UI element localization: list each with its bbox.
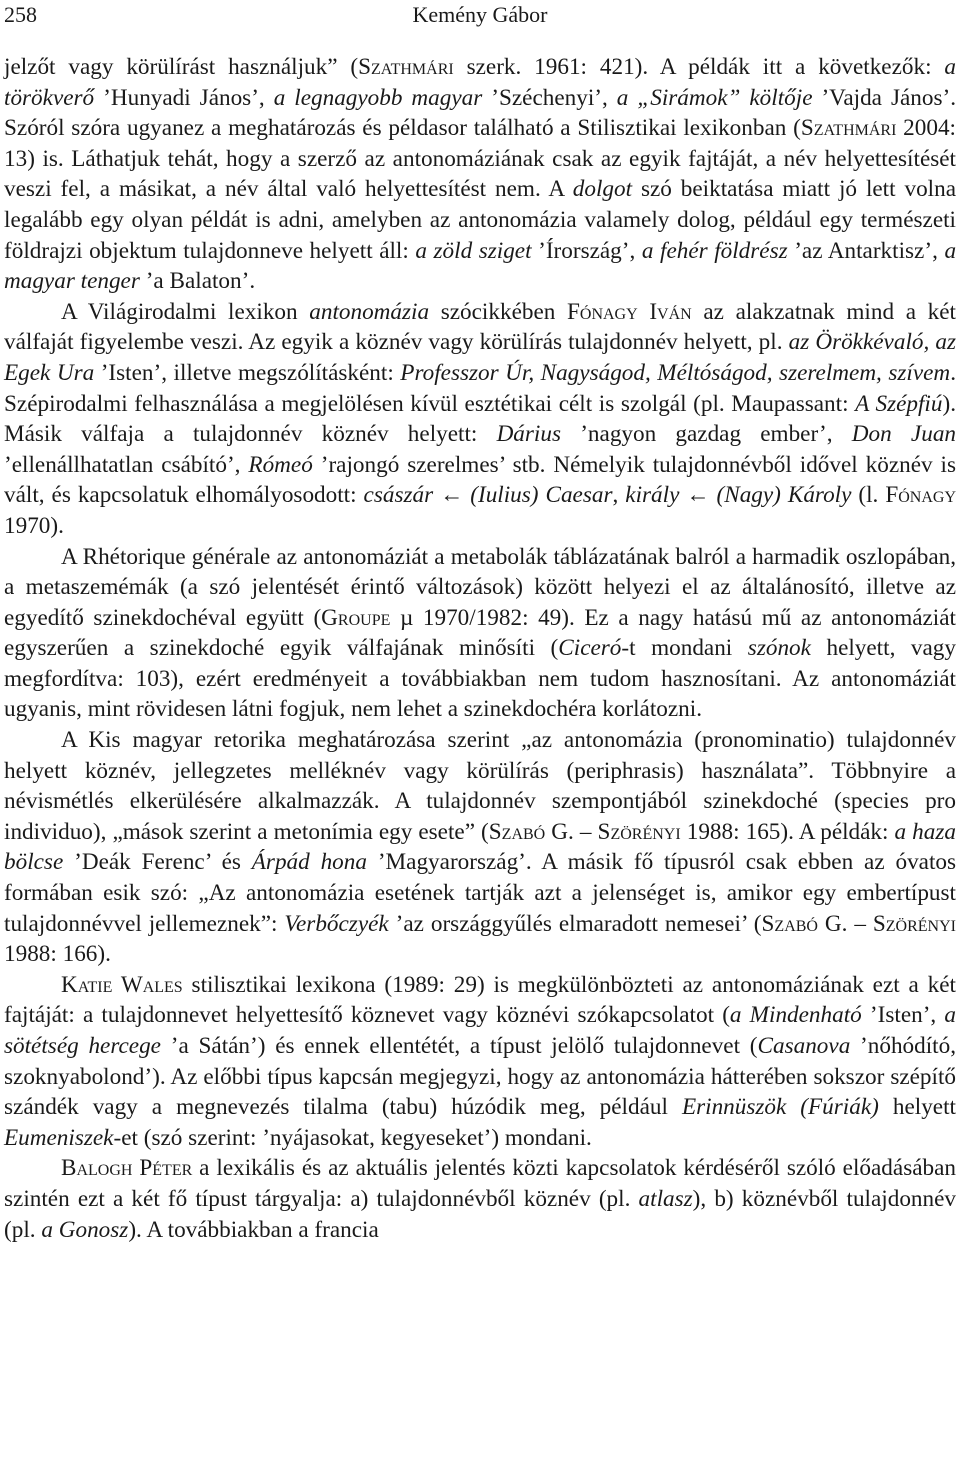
text-run: ’Írország’, — [531, 237, 642, 264]
page-header — [0, 0, 960, 40]
paragraph — [4, 1153, 956, 1245]
text-run: ’Isten’, — [861, 1002, 945, 1029]
italic-text: a legnagyobb magyar — [273, 84, 483, 111]
author-name: Szabó G. – Szörényi — [761, 910, 956, 937]
italic-text: Don Juan — [851, 421, 957, 448]
text-run: ’rajongó szerelmes’ stb. Némelyik tulajdonnévből idővel köznév is vált, és kapcsolatuk elhomályosodott: — [4, 451, 957, 509]
paragraph — [4, 297, 956, 542]
italic-text: a zöld sziget — [415, 237, 532, 264]
author-name: Balogh Péter — [61, 1155, 193, 1182]
italic-text: Casanova — [757, 1033, 851, 1059]
text-run: µ 1970/1982: 49). Ez a nagy hatású mű az antonomáziát egyszerűen a szinekdoché egyik válfajának minősíti ( — [4, 604, 956, 662]
italic-text: a törökverő — [4, 54, 956, 111]
text-run: ’Hunyadi János’, — [94, 84, 274, 111]
author-name: Szabó G. – Szörényi — [488, 818, 681, 845]
italic-text: atlasz — [638, 1185, 693, 1212]
text-run: A Rhétorique générale az antonomáziát a metabolák táblázatának balról a harmadik oszlopában, a metaszemémák (a szó jelentését érintő változások) között helyezi el az általánosító, illetve az egyedítő szinekdochéval együtt ( — [4, 543, 956, 631]
text-run: ), b) köznévből tulajdonnév (pl. — [4, 1185, 956, 1243]
text-run: a lexikális és az aktuális jelentés közti kapcsolatok kérdéséről szóló előadásában szintén ezt a két fő típust tárgyalja: a) tulajdonnévből köznév (pl. — [4, 1155, 956, 1212]
text-run: ’az országgyűlés elmaradott nemesei’ ( — [388, 910, 762, 937]
italic-text: a sötétség hercege — [4, 1002, 956, 1059]
text-run: az alakzatnak mind a két válfaját figyelembe veszi. Az egyik a köznév vagy körülírás tulajdonnév helyett, pl. — [4, 298, 956, 356]
italic-text: Eumeniszek — [4, 1124, 114, 1151]
italic-text: a Gonosz — [41, 1216, 129, 1243]
italic-text: Verbőczyék — [284, 910, 389, 937]
text-run: ). Másik válfaja a tulajdonnév köznév helyett: — [4, 390, 956, 448]
italic-text: a Mindenható — [729, 1002, 862, 1029]
italic-text: antonomázia — [309, 298, 430, 325]
italic-text: Erinnüszök (Fúriák) — [681, 1094, 879, 1121]
italic-text: dolgot — [572, 176, 633, 203]
paragraph — [4, 52, 956, 297]
italic-text: A Szépfiú — [855, 390, 943, 417]
author-name: Fónagy Iván — [567, 298, 692, 325]
text-run: A Világirodalmi lexikon — [61, 298, 310, 325]
text-run: 1988: 166). — [4, 941, 111, 968]
italic-text: Árpád hona — [251, 849, 367, 876]
italic-text: Professzor Úr, Nagyságod, Méltóságod, szerelmem, szívem — [400, 359, 951, 386]
text-run: helyett, vagy megfordítva: 103), ezért eredményeit a továbbiakban nem tudom hasznosítani. Az antonomáziát ugyanis, mint rövidesen látni fogjuk, nem lehet a szinekdochéra korlátozni. — [4, 635, 956, 723]
text-run: ). A továbbiakban a francia — [128, 1216, 379, 1243]
text-run: ’a Balaton’. — [139, 268, 256, 295]
paragraph — [4, 542, 956, 726]
text-run: ’a Sátán’) és ennek ellentétét, a típust jelölő tulajdonnevet ( — [160, 1033, 758, 1059]
author-name: Groupe — [321, 604, 391, 631]
italic-text: a magyar tenger — [4, 237, 957, 295]
paragraph — [4, 970, 956, 1154]
italic-text: az Örökkévaló, az Egek Ura — [4, 329, 956, 386]
text-run: 2004: 13) is. Láthatjuk tehát, hogy a szerző az antonomáziának csak az egyik fajtáját, a név helyettesítését veszi fel, a másikat, a név által való helyettesítést nem. A — [4, 115, 956, 203]
text-run: helyett — [878, 1094, 956, 1121]
italic-text: a fehér földrész — [641, 237, 788, 264]
text-run: ’Deák Ferenc’ és — [63, 849, 252, 876]
text-run: ’Vajda János’. Szóról szóra ugyanez a meghatározás és példasor található a Stilisztikai lexikonban ( — [4, 84, 956, 142]
author-name: Szathmári — [358, 54, 454, 80]
text-run: ’nőhódító, szoknyabolond’). Az előbbi típus kapcsán megjegyzi, hogy az antonomázia hátterében sokszor szépítő szándék vagy a megnevezés tilalma (tabu) húzódik meg, például — [4, 1033, 957, 1121]
text-run: szócikkében — [429, 298, 567, 325]
page-number: 258 — [4, 2, 37, 27]
text-run: . Szépirodalmi felhasználása a megjelölésen kívül esztétikai célt is szolgál (pl. Maupassant: — [4, 359, 956, 417]
italic-text: a haza bölcse — [4, 818, 956, 876]
text-run: A Kis magyar retorika meghatározása szerint „az antonomázia (pronominatio) tulajdonnév helyett köznév, jellegzetes melléknév vagy körülírás (periphrasis) használata”. Többnyire a névismétlés elkerülésére alkalmazzák. A tulajdonnév szempontjából szinekdoché (species pro individuo), „mások szerint a metonímia egy esete” ( — [4, 727, 956, 845]
text-run: 1988: 165). A példák: — [680, 818, 895, 845]
italic-text: Rómeó — [248, 451, 313, 478]
text-run: , — [612, 482, 626, 509]
author-name: Fónagy — [885, 482, 957, 509]
italic-text: a „Sirámok” költője — [616, 84, 813, 111]
text-run: stilisztikai lexikona (1989: 29) is megkülönbözteti az antonomáziának ezt a két fajtáját: a tulajdonnevet helyettesítő köznevet vagy köznévi szókapcsolatot ( — [4, 971, 956, 1029]
running-title: Kemény Gábor — [412, 2, 548, 27]
text-run: ’Isten’, illetve megszólításként: — [94, 359, 401, 386]
text-run: ’Magyarország’. A másik fő típusról csak ebben az óvatos formában esik szó: „Az antonomázia esetének tartják azt a jelenséget is, amikor egy embertípust tulajdonnévvel jellemeznek”: — [4, 849, 957, 937]
text-run: -t mondani — [621, 635, 748, 662]
italic-text: császár ← (Iulius) Caesar — [363, 482, 613, 509]
text-run: 1970). — [4, 512, 64, 539]
text-run: szó beiktatása miatt jó lett volna legalább egy olyan példát is adni, amelyben az antonomázia valamely dolog, például egy természeti földrajzi objektum tulajdonneve helyett áll: — [4, 176, 956, 264]
italic-text: Dárius — [496, 421, 561, 448]
text-run: ’Széchenyi’, — [482, 84, 617, 111]
text-run: szerk. 1961: 421). A példák itt a következők: — [453, 54, 945, 80]
body-text — [4, 52, 956, 1245]
paragraph — [4, 725, 956, 970]
author-name: Szathmári — [800, 115, 897, 142]
italic-text: Ciceró — [558, 635, 622, 662]
text-run: (l. — [851, 482, 886, 509]
author-name: Katie Wales — [61, 971, 183, 998]
text-run: -et (szó szerint: ’nyájasokat, kegyeseket’) mondani. — [113, 1124, 592, 1151]
text-run: ’az Antarktisz’, — [787, 237, 945, 264]
italic-text: szónok — [747, 635, 811, 662]
italic-text: király ← (Nagy) Károly — [625, 482, 852, 509]
text-run: ’ellenállhatatlan csábító’, — [4, 451, 249, 478]
text-run: ’nagyon gazdag ember’, — [561, 421, 852, 448]
text-run: jelzőt vagy körülírást használjuk” ( — [4, 54, 359, 80]
